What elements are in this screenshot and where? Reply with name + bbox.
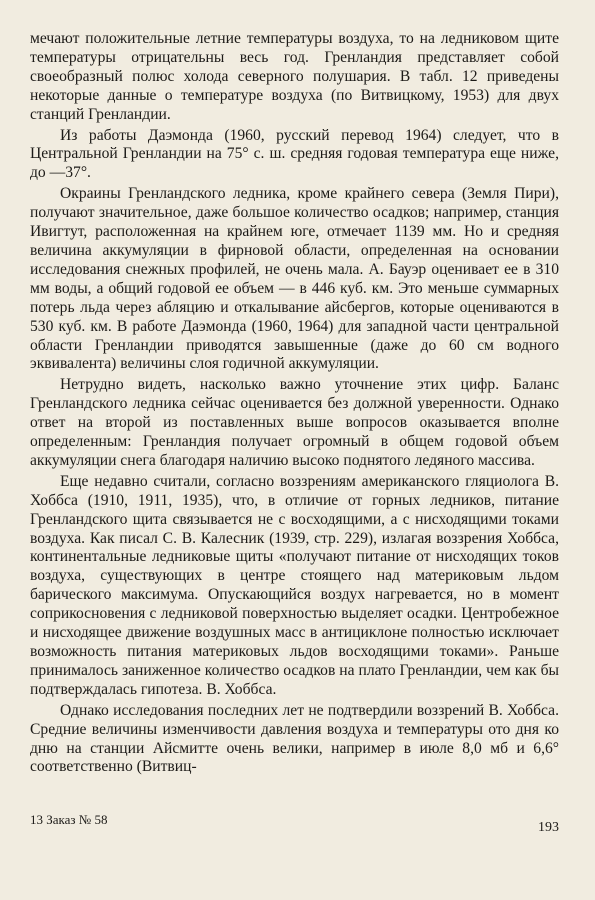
paragraph-2: Из работы Даэмонда (1960, русский перевод 1964) следует, что в Центральной Гренландии на 75° с. ш. средняя годовая температура еще ниже, до —37°.: [30, 126, 559, 182]
paragraph-4: Нетрудно видеть, насколько важно уточнение этих цифр. Баланс Гренландского ледника сейчас оценивается без должной уверенности. Однако ответ на второй из поставленных выше вопросов оказывается вполне определенным: Гренландия получает огромный в общем годовой объем аккумуляции снега благодаря наличию высоко поднятого ледяного массива.: [30, 376, 559, 469]
paragraph-3: Окраины Гренландского ледника, кроме крайнего севера (Земля Пири), получают значительное, даже большое количество осадков; например, станция Ивигтут, расположенная на крайнем юге, отмечает 1139 мм. Но и средняя величина аккумуляции в фирновой области, определенная на основании исследования снежных профилей, не очень мала. А. Бауэр оценивает ее в 310 мм воды, а общий годовой ее объем — в 446 куб. км. Это меньше суммарных потерь льда через абляцию и откалывание айсбергов, которые оцениваются в 530 куб. км. В работе Даэмонда (1960, 1964) для западной части центральной области Гренландии приводятся завышенные (даже до 60 см водного эквивалента) величины слоя годичной аккумуляции.: [30, 185, 559, 373]
body-text: [30, 30, 559, 777]
paragraph-6: Однако исследования последних лет не подтвердили воззрений В. Хоббса. Средние величины изменчивости давления воздуха и температуры ото дня ко дню на станции Айсмитте очень велики, например в июле 8,0 мб и 6,6° соответственно (Витвиц-: [30, 701, 559, 776]
paragraph-1: мечают положительные летние температуры воздуха, то на ледниковом щите температуры отрицательны весь год. Гренландия представляет собой своеобразный полюс холода северного полушария. В табл. 12 приведены некоторые данные о температуре воздуха (по Витвицкому, 1953) для двух станций Гренландии.: [30, 30, 559, 123]
page-number: 193: [538, 820, 559, 835]
paragraph-5: Еще недавно считали, согласно воззрениям американского гляциолога В. Хоббса (1910, 1911, 1935), что, в отличие от горных ледников, питание Гренландского щита связывается не с восходящими, а с нисходящими токами воздуха. Как писал С. В. Калесник (1939, стр. 229), излагая воззрения Хоббса, континентальные ледниковые щиты «получают питание от нисходящих токов воздуха, существующих в центре стоящего над материковым льдом барического максимума. Опускающийся воздух нагревается, но в момент соприкосновения с ледниковой поверхностью выделяет осадки. Центробежное и нисходящее движение воздушных масс в антициклоне полностью исключает возможность питания материковых льдов восходящими токами». Раньше принималось заниженное количество осадков на плато Гренландии, чем как бы подтверждалась гипотеза. В. Хоббса.: [30, 472, 559, 698]
printer-signature: 13 Заказ № 58: [30, 812, 108, 827]
